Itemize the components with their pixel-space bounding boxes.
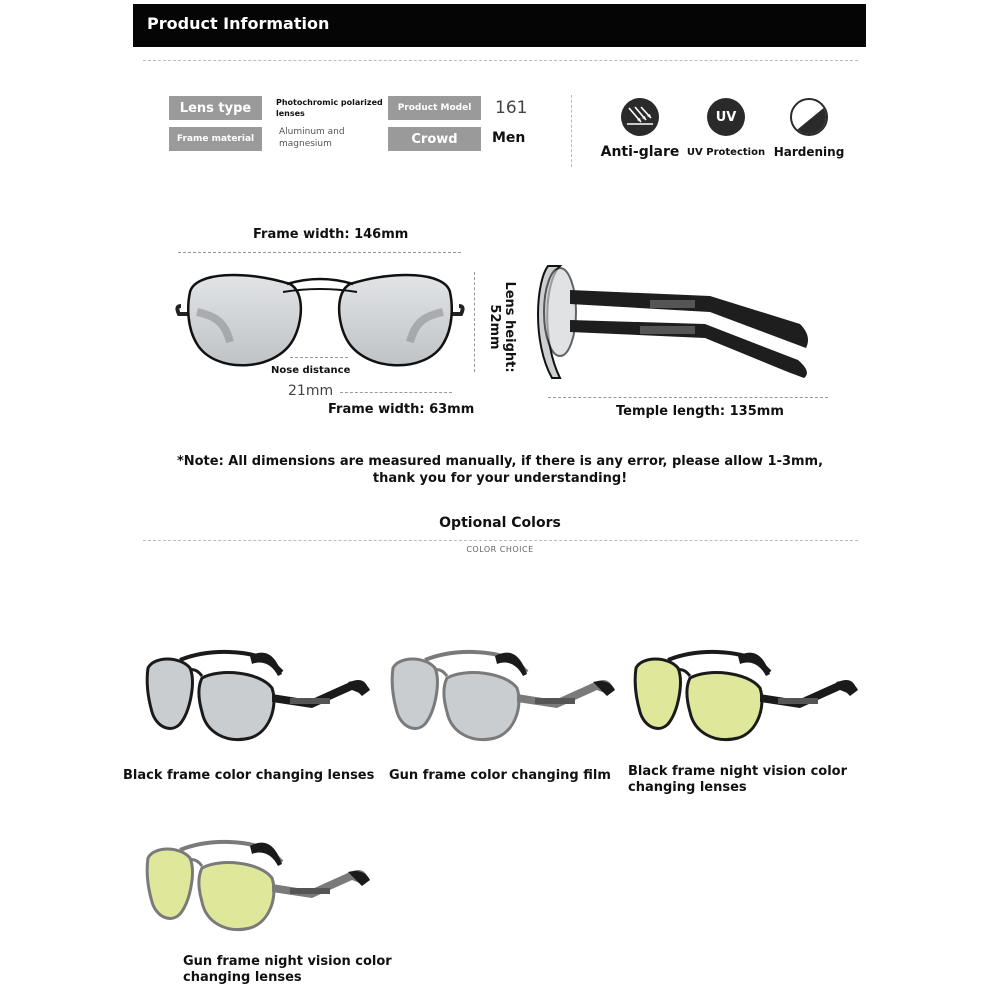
option-glasses-4: [140, 832, 375, 942]
colors-divider: [143, 540, 858, 541]
option-glasses-3: [628, 642, 863, 752]
option-label-3: Black frame night vision color changing lenses: [628, 764, 848, 795]
product-model-value: 161: [495, 98, 528, 118]
temple-length-label: Temple length: 135mm: [616, 404, 784, 419]
option-label-2: Gun frame color changing film: [389, 768, 611, 783]
measurement-note: [150, 453, 850, 487]
color-choice-subtitle: COLOR CHOICE: [466, 545, 534, 554]
temple-length-line: [548, 397, 828, 398]
crowd-value: Men: [492, 130, 526, 146]
note-line-1: *Note: All dimensions are measured manually, if there is any error, please allow 1-3mm,: [176, 454, 824, 469]
nose-distance-line: [290, 357, 348, 358]
lens-type-value: Photochromic polarized lenses: [276, 98, 383, 118]
option-glasses-2: [385, 642, 620, 752]
lens-height-label: Lens height: 52mm: [487, 281, 517, 373]
hardening-icon: [790, 98, 828, 136]
nose-distance-label: Nose distance: [271, 365, 351, 376]
anti-glare-label: Anti-glare: [600, 144, 680, 160]
product-model-label: Product Model: [388, 96, 481, 120]
lens-height-line: [474, 272, 475, 372]
uv-icon-text: UV: [715, 109, 737, 125]
anti-glare-icon: [621, 98, 659, 136]
feature-hardening: [770, 98, 848, 159]
feature-uv: [684, 98, 768, 158]
side-view-glasses: [530, 262, 825, 387]
nose-distance-value: 21mm: [288, 383, 334, 399]
option-label-1: Black frame color changing lenses: [123, 768, 375, 783]
feature-anti-glare: [600, 98, 680, 160]
lens-width-line: [340, 392, 452, 393]
crowd-label: Crowd: [388, 127, 481, 151]
option-label-4: Gun frame night vision color changing lenses: [183, 954, 392, 985]
uv-label: UV Protection: [686, 147, 766, 158]
front-view-glasses: [175, 262, 465, 382]
page-title: Product Information: [147, 14, 330, 33]
option-glasses-1: [140, 642, 375, 752]
spec-divider: [571, 95, 572, 167]
note-line-2: thank you for your understanding!: [372, 471, 628, 486]
hardening-label: Hardening: [773, 145, 845, 159]
frame-material-label: Frame material: [169, 127, 262, 151]
frame-width-lens-label: Frame width: 63mm: [328, 402, 475, 417]
lens-type-label: Lens type: [169, 96, 262, 120]
frame-width-total-label: Frame width: 146mm: [253, 227, 409, 242]
divider: [143, 60, 858, 61]
header-bar: [133, 4, 866, 47]
optional-colors-title: Optional Colors: [439, 515, 561, 531]
frame-width-line: [178, 252, 461, 253]
uv-icon: [707, 98, 745, 136]
frame-material-value: Aluminum and magnesium: [279, 127, 345, 149]
